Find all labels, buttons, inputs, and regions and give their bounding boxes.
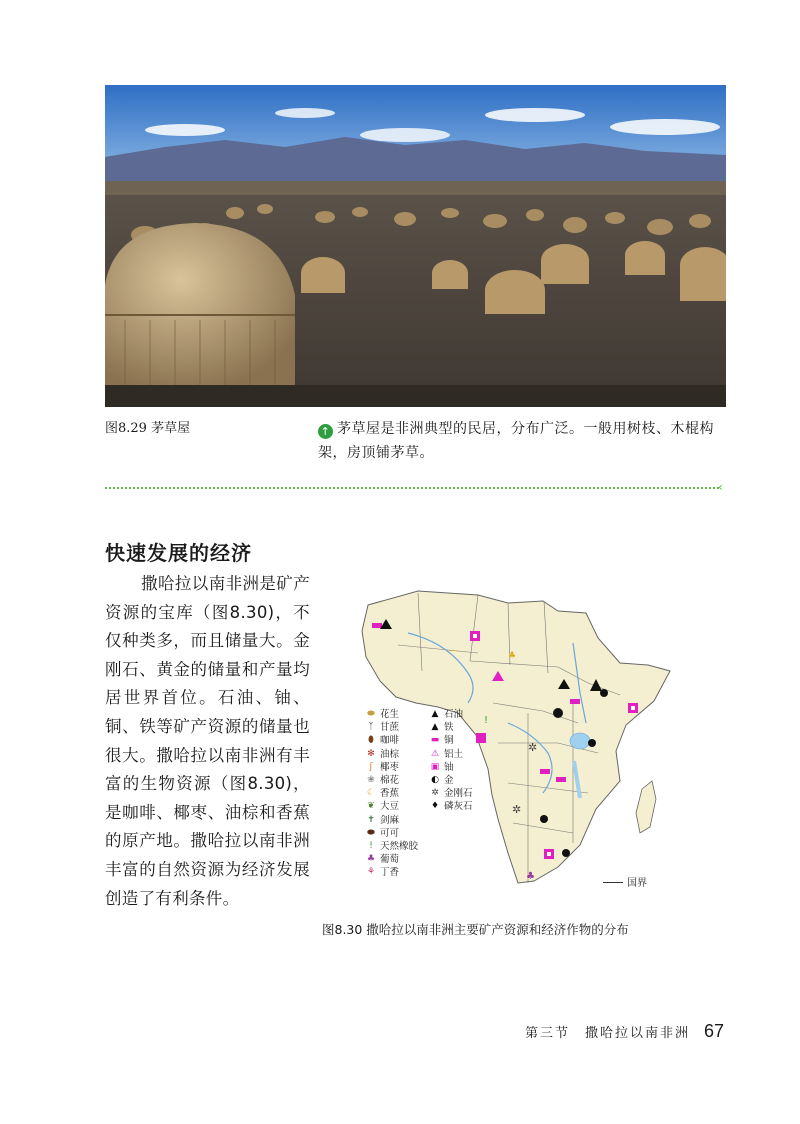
legend-item: ⚠ 铝土: [430, 748, 464, 760]
legend-item: ✻ 油棕: [365, 748, 418, 761]
legend-item: ⬬ 可可: [365, 827, 418, 840]
svg-text:✲: ✲: [528, 741, 538, 754]
iron-icon: ▲: [431, 722, 439, 733]
thatched-huts-photo: [105, 85, 726, 407]
coffee-icon: ⬮: [368, 735, 374, 746]
legend-item: ⚘ 丁香: [366, 867, 400, 879]
legend-item: ⬬ 花生: [365, 708, 418, 721]
page-number: 67: [703, 1021, 724, 1041]
svg-text:⌒: ⌒: [448, 651, 458, 662]
map-figure-caption: 图8.30 撒哈拉以南非洲主要矿产资源和经济作物的分布: [322, 922, 629, 937]
cotton-icon: ❀: [367, 774, 375, 785]
apatite-icon: ♦: [430, 801, 440, 812]
legend-item: ☾ 香蕉: [366, 788, 400, 800]
hint-arrow-icon: ↑: [318, 424, 333, 439]
oil-icon: ▲: [431, 709, 439, 719]
legend-item: ▬ 铜: [430, 735, 454, 747]
svg-text:!: !: [484, 715, 489, 726]
legend-item: ◐ 金: [429, 774, 473, 787]
legend-item: ⬮ 咖啡: [365, 734, 418, 747]
legend-item: ✝ 剑麻: [365, 814, 418, 827]
copper-icon: ▬: [430, 735, 440, 746]
oil-palm-icon: ✻: [367, 748, 375, 759]
divider-arrow-icon: ‹: [718, 480, 723, 494]
rubber-icon: !: [369, 840, 373, 851]
clove-icon: ⚘: [366, 867, 376, 878]
legend-item: ❦ 大豆: [365, 800, 418, 813]
photo-note: [318, 417, 728, 465]
section-paragraph-text: 撒哈拉以南非洲是矿产资源的宝库（图8.30)，不仅种类多，而且储量大。金刚石、黄金的储量和产量均居世界首位。石油、铀、铜、铁等矿产资源的储量也很大。撒哈拉以南非洲有丰富的生物资源（图8.30)，是咖啡、椰枣、油棕和香蕉的原产地。撒哈拉以南非洲丰富的自然资源为经济发展创造了有利条件。: [105, 574, 310, 908]
section-divider: [105, 487, 719, 489]
page-footer: [525, 1021, 724, 1042]
diamond-icon: ✲: [431, 788, 439, 799]
bauxite-icon: ⚠: [430, 748, 440, 759]
soybean-icon: ❦: [367, 801, 375, 812]
legend-item: ᛉ 甘蔗: [365, 721, 418, 734]
uranium-icon: ▣: [430, 761, 440, 772]
legend-item: ! 天然橡胶: [365, 840, 418, 853]
legend-item: ✲ 金刚石: [429, 787, 473, 800]
photo-figure-caption: 图8.29 茅草屋: [105, 421, 191, 436]
legend-item: ❀ 棉花: [365, 774, 418, 787]
section-title: 快速发展的经济: [105, 541, 252, 565]
legend-item: ʃ 椰枣: [365, 761, 418, 774]
border-line-icon: [603, 882, 623, 883]
banana-icon: ☾: [366, 788, 376, 799]
legend-item: ▣ 铀: [430, 761, 454, 773]
svg-text:✲: ✲: [512, 803, 522, 816]
sugarcane-icon: ᛉ: [368, 722, 374, 733]
cocoa-icon: ⬬: [367, 827, 375, 838]
peanut-icon: ⬬: [367, 709, 375, 719]
border-legend: 国界: [603, 874, 647, 889]
date-palm-icon: ʃ: [369, 761, 373, 772]
gold-icon: ◐: [431, 774, 439, 785]
legend-item: ♣ 葡萄: [366, 854, 400, 866]
sisal-icon: ✝: [367, 814, 375, 825]
grape-icon: ♣: [366, 854, 376, 865]
legend-item: ♦ 磷灰石: [430, 801, 473, 813]
svg-text:♣: ♣: [508, 651, 517, 661]
legend-item: ▲ 铁: [429, 721, 473, 734]
section-paragraph: [105, 570, 310, 913]
svg-text:♣: ♣: [526, 871, 535, 882]
photo-note-text: 茅草屋是非洲典型的民居，分布广泛。一般用树枝、木棍构架，房顶铺茅草。: [318, 421, 714, 461]
footer-section-title: 第三节 撒哈拉以南非洲: [524, 1026, 690, 1041]
legend-item: ▲ 石油: [429, 708, 473, 721]
